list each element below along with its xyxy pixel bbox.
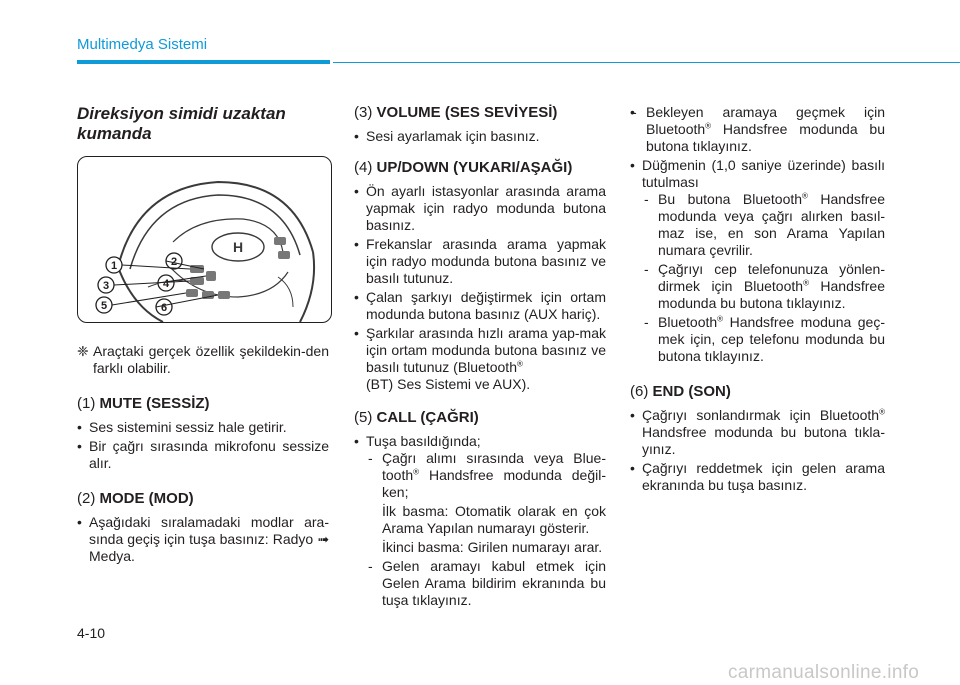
section-title-line2: kumanda (77, 124, 152, 143)
call-d1c: İlk basma: Otomatik olarak en çok Arama Yapılan numarayı gösterir. (382, 503, 606, 536)
volume-num: (3) (354, 104, 373, 121)
note-mark-icon: ❈ (77, 343, 89, 359)
list-item (642, 314, 885, 365)
mode-heading (77, 490, 329, 508)
list-item (630, 157, 885, 365)
updown-heading (354, 159, 606, 177)
note-text: Araçtaki gerçek özellik şekildekin-den farklı olabilir. (93, 343, 329, 376)
mute-heading (77, 395, 329, 413)
volume-heading (354, 104, 606, 122)
call-d1b: Handsfree modunda değil-ken; (382, 467, 606, 500)
mode-title: MODE (MOD) (99, 490, 194, 507)
end-heading (630, 383, 885, 401)
list-item (630, 104, 885, 155)
list-item: • Aşağıdaki sıralamadaki modlar ara-sında geçiş için tuşa basınız: Radyo ➟ Medya. (77, 514, 329, 565)
mute-num: (1) (77, 395, 96, 412)
figure-note (77, 343, 329, 377)
call-num: (5) (354, 409, 373, 426)
mode-num: (2) (77, 490, 96, 507)
steering-wheel-illustration (78, 157, 331, 322)
registered-mark: ® (803, 278, 809, 288)
registered-mark: ® (717, 314, 724, 324)
updown-list (354, 183, 606, 393)
list-item: • Frekanslar arasında arama yapmak için radyo modunda butona basınız ve basılı tutunuz. (354, 236, 606, 287)
list-item: • Çalan şarkıyı değiştirmek için ortam modunda butona basınız (AUX hariç). (354, 289, 606, 323)
updown-num: (4) (354, 159, 373, 176)
call-d1d: İkinci basma: Girilen numarayı arar. (382, 539, 603, 555)
column-3 (630, 104, 885, 508)
call-hold: Düğmenin (1,0 saniye üzerinde) basılı tutulması (642, 157, 885, 190)
mute-list (77, 419, 329, 472)
call-h1a: Bu butona Bluetooth (658, 191, 803, 207)
registered-mark: ® (879, 407, 885, 417)
list-item: • Sesi ayarlamak için basınız. (354, 128, 606, 145)
registered-mark: ® (802, 191, 808, 201)
registered-mark: ® (705, 121, 712, 131)
steering-wheel-figure (77, 156, 332, 323)
list-item (366, 450, 606, 556)
list-item: • Ön ayarlı istasyonlar arasında arama yapmak için radyo modunda butona basınız. (354, 183, 606, 234)
header-title: Multimedya Sistemi (77, 36, 208, 53)
call-intro: Tuşa basıldığında; (366, 433, 481, 449)
callout-3: 3 (102, 280, 110, 292)
list-item: - Gelen aramayı kabul etmek için Gelen Arama bildirim ekranında bu tuşa tıklayınız. (366, 558, 606, 609)
watermark: carmanualsonline.info (728, 662, 920, 683)
call-d3a: Bekleyen aramaya geçmek için Bluetooth (646, 104, 885, 137)
call-h2b: Handsfree modunda bu butona tıklayınız. (658, 278, 886, 311)
end-list (630, 407, 885, 494)
call-heading (354, 409, 606, 427)
list-item (354, 433, 606, 609)
end-num: (6) (630, 383, 649, 400)
end-e1b: Handsfree modunda bu butona tıkla-yınız. (642, 424, 885, 457)
header-rule-thick (77, 60, 330, 64)
section-title (77, 104, 329, 144)
registered-mark: ® (517, 359, 523, 369)
registered-mark: ® (413, 467, 420, 477)
list-item: • Çağrıyı reddetmek için gelen arama ekranında bu tuşa basınız. (630, 460, 885, 494)
section-title-line1: Direksiyon simidi uzaktan (77, 104, 286, 123)
updown-title: UP/DOWN (YUKARI/AŞAĞI) (376, 159, 573, 176)
callout-2: 2 (170, 256, 178, 268)
call-dash-list-continued (630, 104, 885, 155)
call-title: CALL (ÇAĞRI) (376, 409, 479, 426)
volume-list (354, 128, 606, 145)
column-1 (77, 104, 329, 579)
call-h3a: Bluetooth (658, 314, 718, 330)
mode-list (77, 514, 329, 565)
list-item (630, 407, 885, 458)
header-rule-thin (333, 62, 960, 63)
end-title: END (SON) (652, 383, 731, 400)
list-item (630, 104, 885, 155)
call-h2a: Çağrıyı cep telefonunuza yönlen-dirmek için Bluetooth (658, 261, 885, 294)
column-2 (354, 104, 606, 623)
mute-title: MUTE (SESSİZ) (99, 395, 210, 412)
callout-6: 6 (160, 302, 168, 314)
call-list (354, 433, 606, 609)
call-d3b: Handsfree modunda bu butona tıklayınız. (646, 121, 885, 154)
call-h1b: Handsfree modunda veya çağrı alırken basıl-maz ise, en son Arama Yapılan numara çevrilir. (658, 191, 885, 258)
list-item: • Bir çağrı sırasında mikrofonu sessize alır. (77, 438, 329, 472)
call-dash-list (366, 450, 606, 609)
list-item: • Ses sistemini sessiz hale getirir. (77, 419, 329, 436)
callout-5: 5 (100, 300, 108, 312)
callout-4: 4 (162, 278, 170, 290)
updown-item4-tail: (BT) Ses Sistemi ve AUX). (366, 376, 531, 392)
call-hold-dash-list (642, 191, 885, 365)
callout-1: 1 (110, 260, 118, 272)
call-h3b: Handsfree moduna geç-mek için, cep telefonu modunda bu butona tıklayınız. (658, 314, 885, 364)
page-number: 4-10 (77, 625, 106, 641)
call-d1a: Çağrı alımı sırasında veya Blue-tooth (382, 450, 606, 483)
updown-item4-text: Şarkılar arasında hızlı arama yap-mak için ortam modunda butona basınız ve basılı tutunuz (Bluetooth (366, 325, 606, 375)
list-item (642, 191, 885, 259)
list-item (642, 261, 885, 312)
end-e1a: Çağrıyı sonlandırmak için Bluetooth (642, 407, 880, 423)
hyundai-logo-icon: H (232, 239, 244, 255)
volume-title: VOLUME (SES SEVİYESİ) (376, 104, 558, 121)
list-item (354, 325, 606, 393)
call-list-continued (630, 104, 885, 365)
